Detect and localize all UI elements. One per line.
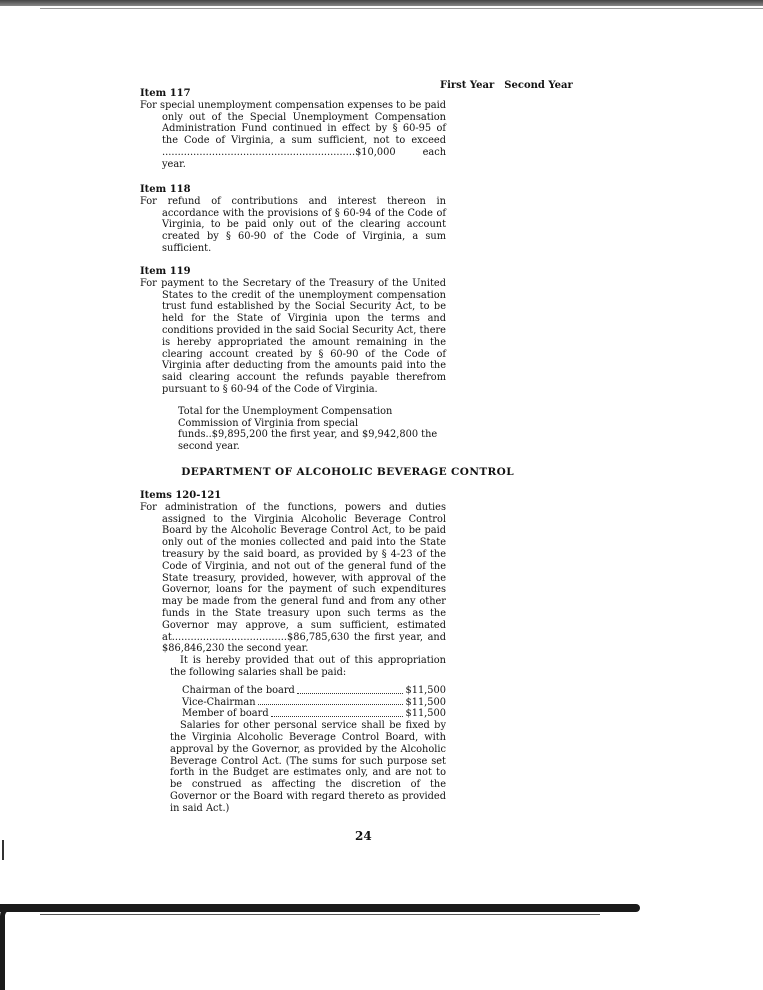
item-body: For payment to the Secretary of the Treasury of the United States to the credit of the unemployment compensation trust fund established by the Social Security Act, to be held for the State of Virginia upon the terms and conditions provided in the said Social Security Act, there is hereby appropriated the amount remaining in the clearing account created by § 60-90 of the Code of Virginia after deducting from the amounts paid into the said clearing account the refunds payable therefrom pursuant to § 60-94 of the Code of Virginia. [140, 277, 446, 395]
item-117 [140, 88, 446, 171]
column-header-first-year: First Year [440, 80, 495, 91]
item-title: Items 120-121 [140, 490, 222, 501]
scan-bottom-bar [0, 904, 640, 912]
item-total: Total for the Unemployment Compensation Commission of Virginia from special funds..$9,895,200 the first year, and $9,942,800 the second year. [178, 405, 438, 453]
salary-amount: $11,500 [405, 696, 446, 708]
salary-amount: $11,500 [405, 708, 446, 720]
items-120-121 [140, 490, 446, 815]
item-title: Item 117 [140, 88, 191, 99]
salary-amount: $11,500 [405, 684, 446, 696]
salary-provision: It is hereby provided that out of this appropriation the following salaries shall be paid: [170, 655, 446, 678]
salary-row [182, 685, 446, 697]
salary-label: Vice-Chairman [182, 696, 256, 708]
item-title: Item 118 [140, 184, 191, 195]
department-heading: DEPARTMENT OF ALCOHOLIC BEVERAGE CONTROL [181, 466, 514, 478]
scan-bottom-rule [40, 914, 600, 915]
item-body: For special unemployment compensation expenses to be paid only out of the Special Unemployment Compensation Administration Fund continued in effect by § 60-95 of the Code of Virginia, a sum sufficient, not to exceed ..............................................................$10,000 each year. [140, 99, 446, 170]
leader-dots [297, 685, 404, 694]
item-body: For refund of contributions and interest thereon in accordance with the provisions of § 60-94 of the Code of Virginia, to be paid only out of the clearing account created by § 60-90 of the Code of Virginia, a sum sufficient. [140, 195, 446, 254]
item-body: For administration of the functions, powers and duties assigned to the Virginia Alcoholic Beverage Control Board by the Alcoholic Beverage Control Act, to be paid only out of the monies collected and paid into the State treasury by the said board, as provided by § 4-23 of the Code of Virginia, and not out of the general fund of the State treasury, provided, however, with approval of the Governor, loans for the payment of such expenditures may be made from the general fund and from any other funds in the State treasury upon such terms as the Governor may approve, a sum sufficient, estimated at.....................................$86,785,630 the first year, and $86,846,230 the second year. [140, 501, 446, 655]
item-119 [140, 266, 446, 453]
salary-label: Member of board [182, 708, 269, 720]
leader-dots [271, 708, 404, 717]
item-title: Item 119 [140, 266, 191, 277]
salary-closing-note: Salaries for other personal service shall be fixed by the Virginia Alcoholic Beverage Control Board, with approval by the Governor, as provided by the Alcoholic Beverage Control Act. (The sums for such purpose set forth in the Budget are estimates only, and are not to be construed as affecting the discretion of the Governor or the Board with regard thereto as provided in said Act.) [170, 720, 446, 814]
leader-dots [258, 697, 404, 706]
scan-margin-mark [2, 840, 4, 860]
column-header-second-year: Second Year [504, 80, 573, 91]
salary-row [182, 708, 446, 720]
item-118 [140, 184, 446, 255]
scan-binding-edge [0, 904, 14, 990]
column-headers [440, 80, 580, 91]
page-number: 24 [355, 829, 372, 843]
salary-row [182, 697, 446, 709]
salary-list [182, 685, 446, 720]
salary-label: Chairman of the board [182, 684, 295, 696]
